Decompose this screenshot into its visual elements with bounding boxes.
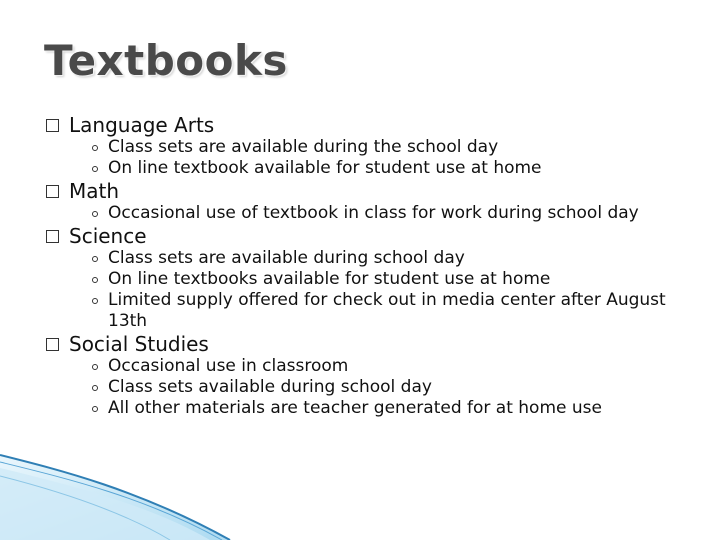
square-bullet-icon bbox=[46, 119, 59, 132]
section-label: Math bbox=[69, 179, 120, 203]
ring-bullet-icon bbox=[92, 298, 98, 304]
ring-bullet-icon bbox=[92, 385, 98, 391]
sub-list bbox=[92, 356, 676, 419]
section-header bbox=[46, 113, 676, 137]
section-label: Science bbox=[69, 224, 147, 248]
section-header bbox=[46, 179, 676, 203]
ring-bullet-icon bbox=[92, 211, 98, 217]
list-item-text: Limited supply offered for check out in media center after August 13th bbox=[108, 290, 666, 331]
ring-bullet-icon bbox=[92, 406, 98, 412]
bullet-list bbox=[46, 113, 676, 419]
list-item bbox=[92, 398, 676, 419]
section-label: Social Studies bbox=[69, 332, 209, 356]
ring-bullet-icon bbox=[92, 145, 98, 151]
list-item bbox=[92, 377, 676, 398]
section-science bbox=[46, 224, 676, 332]
sub-list bbox=[92, 203, 676, 224]
list-item-text: All other materials are teacher generated for at home use bbox=[108, 398, 602, 418]
square-bullet-icon bbox=[46, 338, 59, 351]
list-item-text: Class sets are available during the school day bbox=[108, 137, 499, 157]
section-social-studies bbox=[46, 332, 676, 419]
list-item bbox=[92, 203, 676, 224]
square-bullet-icon bbox=[46, 230, 59, 243]
list-item bbox=[92, 290, 676, 332]
square-bullet-icon bbox=[46, 185, 59, 198]
list-item-text: Occasional use in classroom bbox=[108, 356, 349, 376]
sub-list bbox=[92, 137, 676, 179]
sub-list bbox=[92, 248, 676, 332]
section-math bbox=[46, 179, 676, 224]
list-item-text: Class sets are available during school day bbox=[108, 248, 465, 268]
list-item-text: Class sets available during school day bbox=[108, 377, 432, 397]
list-item bbox=[92, 248, 676, 269]
ring-bullet-icon bbox=[92, 364, 98, 370]
section-header bbox=[46, 224, 676, 248]
list-item-text: On line textbooks available for student use at home bbox=[108, 269, 551, 289]
list-item-text: On line textbook available for student use at home bbox=[108, 158, 542, 178]
list-item-text: Occasional use of textbook in class for work during school day bbox=[108, 203, 639, 223]
section-label: Language Arts bbox=[69, 113, 215, 137]
slide-title: Textbooks bbox=[44, 36, 288, 85]
list-item bbox=[92, 137, 676, 158]
section-language-arts bbox=[46, 113, 676, 179]
section-header bbox=[46, 332, 676, 356]
list-item bbox=[92, 158, 676, 179]
ring-bullet-icon bbox=[92, 166, 98, 172]
list-item bbox=[92, 269, 676, 290]
ring-bullet-icon bbox=[92, 256, 98, 262]
list-item bbox=[92, 356, 676, 377]
ring-bullet-icon bbox=[92, 277, 98, 283]
